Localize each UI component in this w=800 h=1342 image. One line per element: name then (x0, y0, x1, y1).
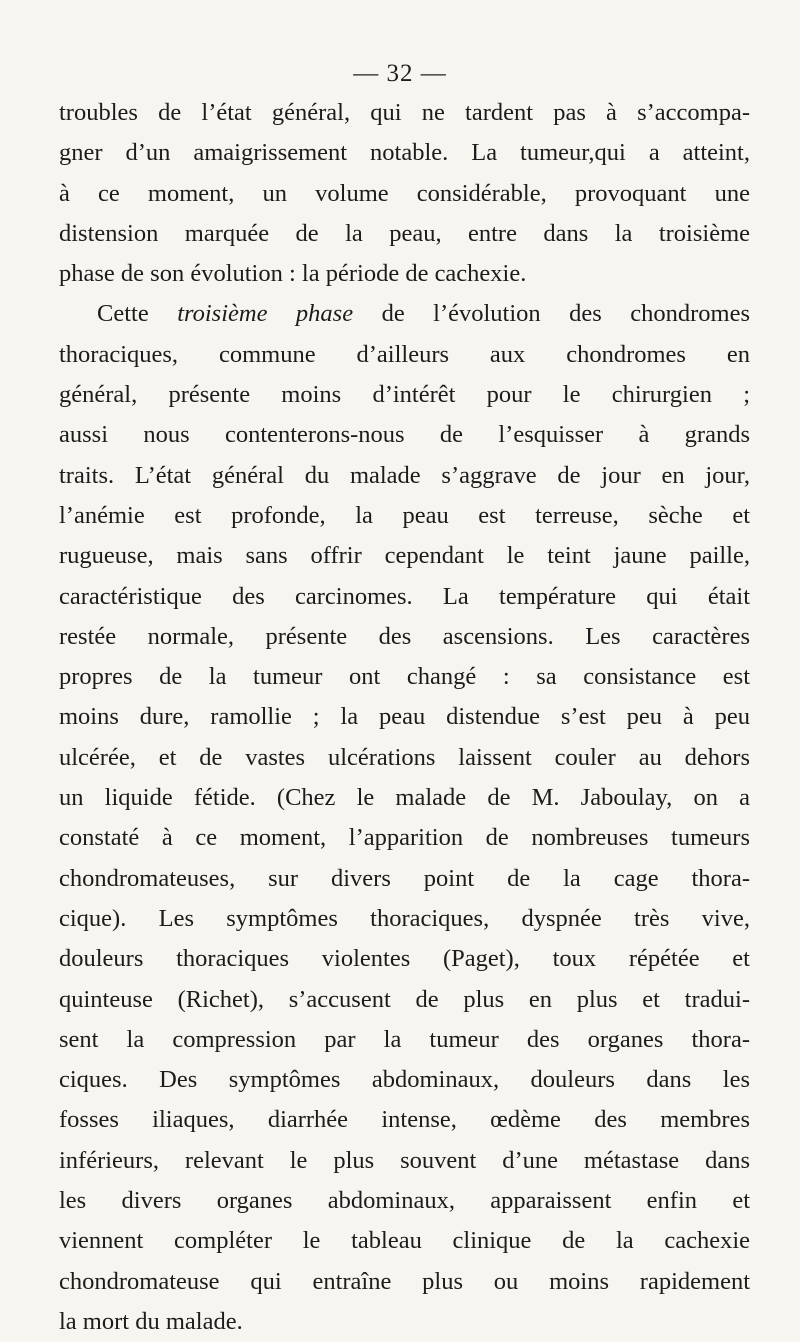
text-line: distension marquée de la peau, entre dans la troisième (59, 219, 750, 247)
text-line: moins dure, ramollie ; la peau distendue s’est peu à peu (59, 703, 750, 731)
text-line: propres de la tumeur ont changé : sa consistance est (59, 663, 750, 691)
text-line: caractéristique des carcinomes. La température qui était (59, 582, 750, 610)
text-line: l’anémie est profonde, la peau est terreuse, sèche et (59, 501, 750, 529)
text-line: viennent compléter le tableau clinique de la cachexie (59, 1227, 750, 1255)
text-line: cique). Les symptômes thoraciques, dyspnée très vive, (59, 904, 750, 932)
text-line: phase de son évolution : la période de cachexie. (59, 260, 527, 288)
text-line: les divers organes abdominaux, apparaissent enfin et (59, 1187, 750, 1215)
text-line: un liquide fétide. (Chez le malade de M. Jaboulay, on a (59, 784, 750, 812)
text-line: général, présente moins d’intérêt pour le chirurgien ; (59, 381, 750, 409)
text-fragment: de l’évolution des chondromes (381, 300, 751, 328)
text-line: douleurs thoraciques violentes (Paget), toux répétée et (59, 945, 750, 973)
text-line: sent la compression par la tumeur des organes thora- (59, 1025, 750, 1053)
text-line: restée normale, présente des ascensions. Les caractères (59, 622, 750, 650)
text-line: fosses iliaques, diarrhée intense, œdème des membres (59, 1106, 750, 1134)
italic-phrase: troisième phase (177, 300, 354, 328)
text-line: ulcérée, et de vastes ulcérations laissent couler au dehors (59, 743, 750, 771)
text-line: à ce moment, un volume considérable, provoquant une (59, 179, 750, 207)
text-line: troubles de l’état général, qui ne tardent pas à s’accompa- (59, 99, 750, 126)
body-text (59, 93, 750, 1342)
page-number: — 32 — (353, 60, 447, 87)
text-line-paragraph-start (59, 294, 750, 334)
text-line: aussi nous contenterons-nous de l’esquisser à grands (59, 421, 750, 449)
text-fragment: Cette (97, 300, 149, 328)
text-line: gner d’un amaigrissement notable. La tumeur,qui a atteint, (59, 139, 750, 167)
text-line: inférieurs, relevant le plus souvent d’une métastase dans (59, 1146, 750, 1174)
text-line: chondromateuse qui entraîne plus ou moins rapidement (59, 1267, 750, 1295)
text-line: la mort du malade. (59, 1307, 243, 1335)
text-line: traits. L’état général du malade s’aggrave de jour en jour, (59, 461, 750, 489)
text-line: quinteuse (Richet), s’accusent de plus en plus et tradui- (59, 985, 750, 1013)
text-line: constaté à ce moment, l’apparition de nombreuses tumeurs (59, 824, 750, 852)
text-line: rugueuse, mais sans offrir cependant le teint jaune paille, (59, 542, 750, 570)
text-line: chondromateuses, sur divers point de la cage thora- (59, 864, 750, 892)
text-line: ciques. Des symptômes abdominaux, douleurs dans les (59, 1066, 750, 1094)
text-line: thoraciques, commune d’ailleurs aux chondromes en (59, 340, 750, 368)
